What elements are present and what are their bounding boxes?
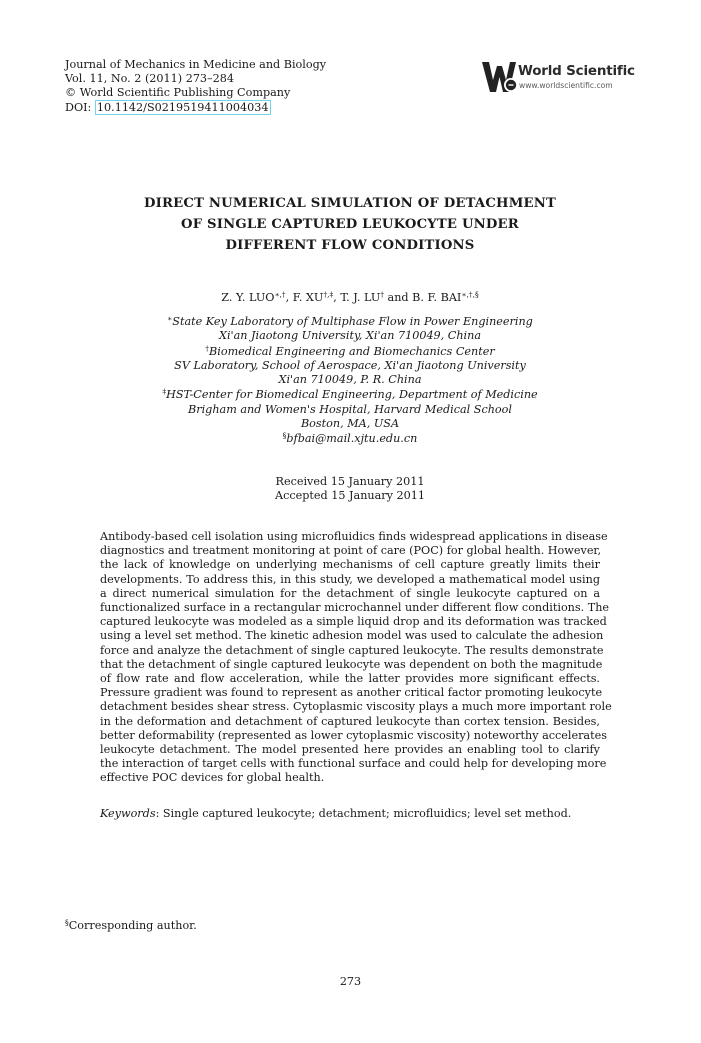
- affiliation-mark: †: [205, 343, 210, 353]
- abstract-line: diagnostics and treatment monitoring at point of care (POC) for global health. However,: [100, 544, 602, 558]
- affiliation-line: Boston, MA, USA: [300, 417, 400, 431]
- received-date: Received 15 January 2011: [275, 475, 425, 488]
- abstract-line: Pressure gradient was found to represent as another critical factor promoting leukocyte: [100, 686, 603, 700]
- abstract-line: using a level set method. The kinetic adhesion model was used to calculate the adhesion: [100, 629, 604, 643]
- keywords-text: : Single captured leukocyte; detachment; microfluidics; level set method.: [155, 807, 572, 820]
- title-line: DIFFERENT FLOW CONDITIONS: [225, 238, 475, 253]
- publisher-logo: [481, 60, 633, 96]
- keywords-label: Keywords: [100, 807, 156, 820]
- abstract-line: detachment besides shear stress. Cytoplasmic viscosity plays a much more important role: [100, 700, 612, 714]
- abstract-line: of flow rate and flow acceleration, while the latter provides more significant effects.: [100, 672, 600, 686]
- page-number: 273: [339, 975, 362, 988]
- affiliation-text: State Key Laboratory of Multiphase Flow in Power Engineering: [172, 315, 533, 328]
- affiliation-email: [100, 432, 600, 446]
- abstract-line: a direct numerical simulation for the detachment of single leukocyte captured on a: [100, 586, 600, 600]
- affiliation-line: Xi'an Jiaotong University, Xi'an 710049, China: [218, 329, 482, 343]
- journal-volume: Vol. 11, No. 2 (2011) 273–284: [65, 72, 234, 86]
- author-marks: ∗,†: [274, 290, 286, 299]
- abstract-line: effective POC devices for global health.: [100, 771, 325, 785]
- journal-citation: [65, 58, 326, 115]
- journal-copyright: © World Scientific Publishing Company: [65, 86, 291, 100]
- author-separator: ,: [333, 291, 341, 304]
- publisher-name: World Scientific: [518, 63, 635, 79]
- author-separator: and: [384, 291, 413, 304]
- abstract-line: functionalized surface in a rectangular microchannel under different flow conditions. The: [100, 601, 610, 615]
- abstract-line: Antibody-based cell isolation using microfluidics finds widespread applications in disease: [100, 530, 608, 543]
- abstract-line: developments. To address this, in this study, we developed a mathematical model using: [100, 572, 600, 586]
- affiliation-mark: ‡: [162, 387, 167, 397]
- doi-link[interactable]: 10.1142/S0219519411004034: [96, 100, 269, 114]
- affiliation-line: [100, 388, 600, 402]
- footnote-mark: §: [65, 918, 69, 927]
- author-name: Z. Y. LUO: [221, 291, 275, 304]
- author-separator: ,: [285, 291, 293, 304]
- abstract-line: the interaction of target cells with functional surface and could help for developing more: [100, 757, 607, 771]
- affiliation-mark: §: [282, 431, 287, 441]
- affiliation-line: Xi'an 710049, P. R. China: [278, 373, 422, 387]
- author-marks: †: [380, 290, 384, 299]
- affiliation-line: [100, 345, 600, 359]
- author-name: T. J. LU: [340, 291, 381, 304]
- doi-label: DOI:: [65, 100, 92, 114]
- abstract-line: force and analyze the detachment of single captured leukocyte. The results demonstrate: [100, 643, 604, 657]
- journal-doi-line: [65, 101, 326, 115]
- abstract-line: better deformability (represented as lower cytoplasmic viscosity) noteworthy accelerates: [100, 728, 607, 742]
- affiliation-line: [100, 432, 600, 446]
- affiliation-text: Biomedical Engineering and Biomechanics Center: [209, 344, 495, 358]
- author-name: F. XU: [292, 291, 324, 304]
- accepted-date: Accepted 15 January 2011: [275, 489, 425, 503]
- author-marks: †,‡: [323, 290, 334, 299]
- publisher-url: www.worldscientific.com: [519, 81, 613, 90]
- author-marks: ∗,†,§: [461, 290, 479, 299]
- author-list: [100, 291, 600, 305]
- abstract-line: leukocyte detachment. The model presented here provides an enabling tool to clarify: [100, 743, 600, 757]
- ws-logo-icon: [481, 60, 517, 94]
- affiliation: [100, 315, 600, 344]
- affiliation-mark: ∗: [167, 314, 173, 323]
- title-line: OF SINGLE CAPTURED LEUKOCYTE UNDER: [181, 217, 519, 232]
- affiliation: [100, 345, 600, 388]
- manuscript-dates: [100, 475, 600, 504]
- author-name: B. F. BAI: [412, 291, 462, 304]
- journal-name: Journal of Mechanics in Medicine and Biology: [65, 58, 327, 71]
- affiliation-line: SV Laboratory, School of Aerospace, Xi'an Jiaotong University: [174, 358, 526, 372]
- affiliation-text: HST-Center for Biomedical Engineering, Department of Medicine: [166, 388, 538, 402]
- abstract: [100, 530, 612, 786]
- abstract-line: in the deformation and detachment of captured leukocyte than cortex tension. Besides,: [100, 714, 600, 728]
- footnote-text: Corresponding author.: [68, 919, 197, 932]
- abstract-line: captured leukocyte was modeled as a simple liquid drop and its deformation was tracked: [100, 615, 607, 629]
- title-line: DIRECT NUMERICAL SIMULATION OF DETACHMENT: [143, 196, 557, 211]
- affiliation: [100, 388, 600, 431]
- abstract-line: that the detachment of single captured leukocyte was dependent on both the magnitude: [100, 657, 603, 671]
- abstract-line: the lack of knowledge on underlying mechanisms of cell capture greatly limits their: [100, 558, 600, 572]
- affiliation-line: [100, 315, 600, 329]
- keywords: [100, 807, 600, 821]
- paper-title: [100, 193, 600, 256]
- affiliation-line: Brigham and Women's Hospital, Harvard Medical School: [188, 402, 512, 416]
- corresponding-email[interactable]: bfbai@mail.xjtu.edu.cn: [286, 432, 418, 446]
- footnote: [65, 919, 197, 933]
- affiliations: [100, 315, 600, 448]
